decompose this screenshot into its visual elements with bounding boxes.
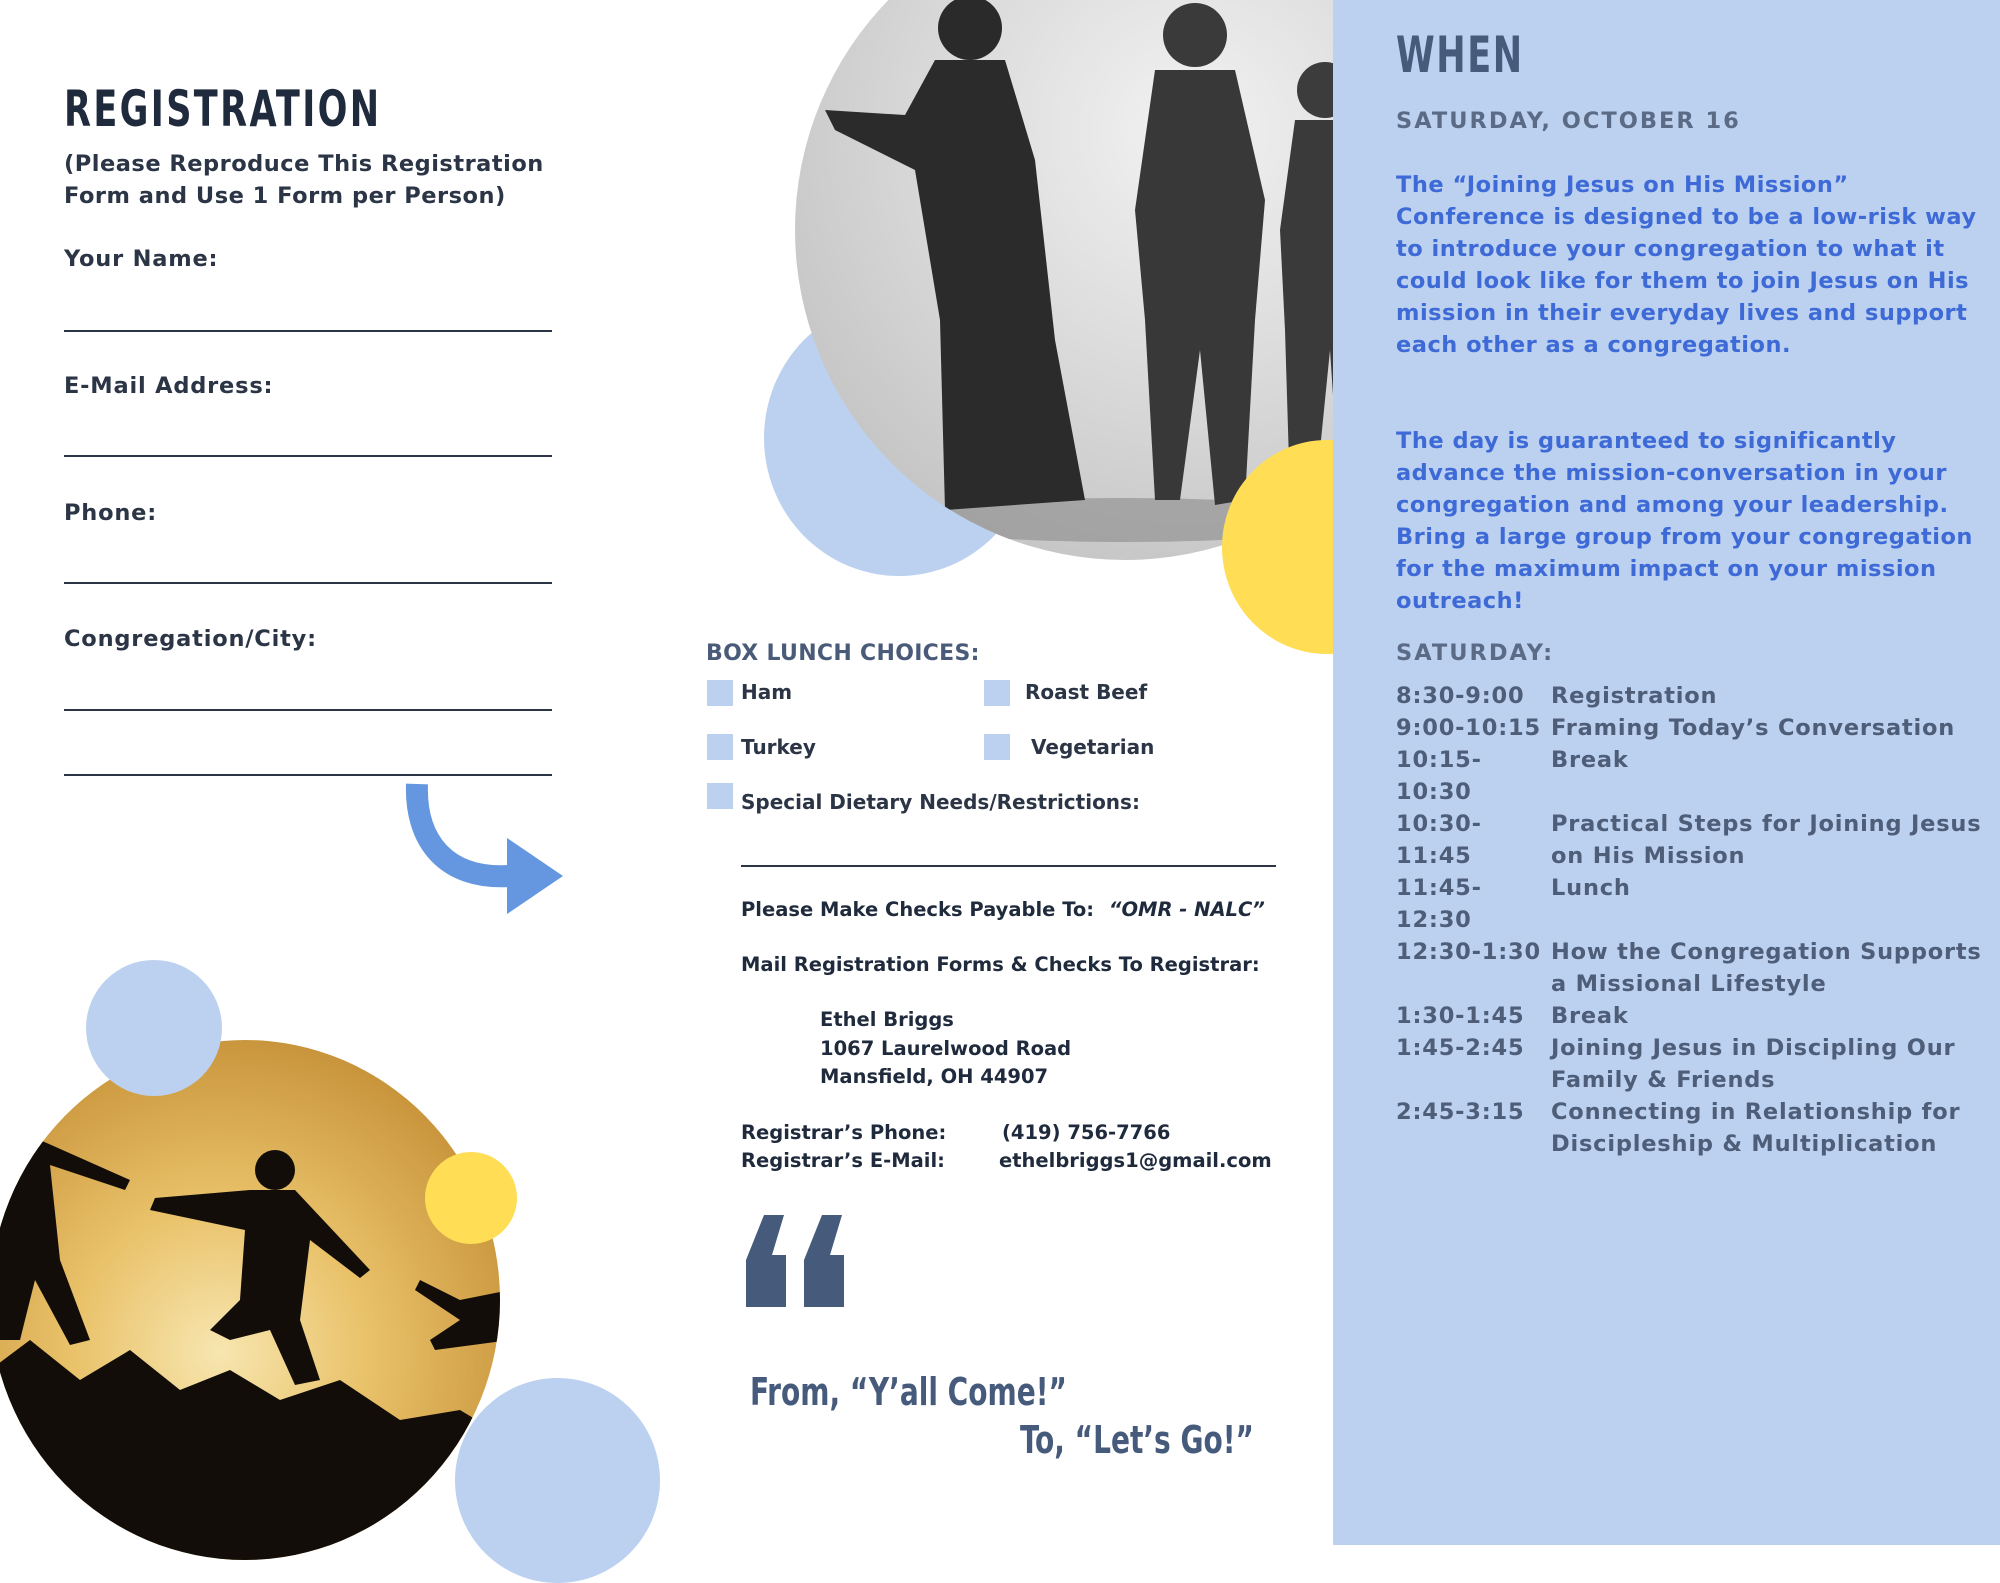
mail-label: Mail Registration Forms & Checks To Registrar: bbox=[741, 953, 1260, 976]
checks-label: Please Make Checks Payable To: bbox=[741, 898, 1095, 921]
schedule-row bbox=[1396, 1032, 1996, 1096]
schedule-time: 1:30-1:45 bbox=[1396, 1003, 1525, 1029]
field-label-congregation: Congregation/City: bbox=[64, 626, 317, 652]
schedule-time: 10:30-11:45 bbox=[1396, 811, 1482, 869]
when-title: WHEN bbox=[1396, 26, 1524, 84]
registration-subtitle: (Please Reproduce This Registration Form and Use 1 Form per Person) bbox=[64, 151, 544, 209]
checkbox-special-diet[interactable] bbox=[707, 783, 733, 809]
registrar-email-value[interactable]: ethelbriggs1@gmail.com bbox=[999, 1149, 1272, 1172]
checkbox-vegetarian[interactable] bbox=[984, 734, 1010, 760]
climbers-photo bbox=[0, 1040, 500, 1560]
quote-mark-icon bbox=[744, 1205, 854, 1310]
checkbox-turkey[interactable] bbox=[707, 734, 733, 760]
decor-circle-yellow-small bbox=[425, 1152, 517, 1244]
decor-circle-blue-small bbox=[86, 960, 222, 1096]
schedule-time: 8:30-9:00 bbox=[1396, 683, 1525, 709]
registrar-phone-label: Registrar’s Phone: bbox=[741, 1121, 947, 1144]
registrar-phone-value: (419) 756-7766 bbox=[1002, 1121, 1171, 1144]
quote-line-2: To, “Let’s Go!” bbox=[1020, 1418, 1254, 1462]
special-diet-label: Special Dietary Needs/Restrictions: bbox=[741, 790, 1140, 814]
registration-title: REGISTRATION bbox=[64, 80, 382, 138]
schedule-row bbox=[1396, 808, 1996, 872]
schedule-row bbox=[1396, 712, 1996, 744]
checks-payable-line bbox=[741, 898, 1265, 921]
email-line[interactable] bbox=[64, 455, 552, 457]
name-line[interactable] bbox=[64, 330, 552, 332]
lunch-title: BOX LUNCH CHOICES: bbox=[706, 641, 980, 666]
schedule-desc: Joining Jesus in Discipling Our Family & Friends bbox=[1551, 1035, 1956, 1093]
registrar-city: Mansfield, OH 44907 bbox=[820, 1065, 1049, 1088]
schedule-row bbox=[1396, 744, 1996, 808]
registrar-street: 1067 Laurelwood Road bbox=[820, 1037, 1072, 1060]
schedule-desc: Lunch bbox=[1551, 875, 1631, 901]
field-label-name: Your Name: bbox=[64, 246, 219, 272]
field-label-email: E-Mail Address: bbox=[64, 373, 274, 399]
event-date: SATURDAY, OCTOBER 16 bbox=[1396, 108, 1741, 134]
phone-line[interactable] bbox=[64, 582, 552, 584]
schedule-desc: Break bbox=[1551, 1003, 1629, 1029]
option-ham: Ham bbox=[741, 680, 793, 704]
schedule-desc: Connecting in Relationship for Discipleship & Multiplication bbox=[1551, 1099, 1961, 1157]
special-diet-line[interactable] bbox=[741, 865, 1276, 867]
checkbox-ham[interactable] bbox=[707, 680, 733, 706]
schedule-time: 10:15-10:30 bbox=[1396, 747, 1482, 805]
option-roast-beef: Roast Beef bbox=[1025, 680, 1148, 704]
option-vegetarian: Vegetarian bbox=[1031, 735, 1155, 759]
schedule-time: 11:45-12:30 bbox=[1396, 875, 1482, 933]
schedule-desc: How the Congregation Supports a Missional Lifestyle bbox=[1551, 939, 1982, 997]
schedule-row bbox=[1396, 680, 1996, 712]
congregation-line-1[interactable] bbox=[64, 709, 552, 711]
schedule-list bbox=[1396, 680, 1996, 1160]
schedule-row bbox=[1396, 872, 1996, 936]
schedule-row bbox=[1396, 1000, 1996, 1032]
registrar-email-label: Registrar’s E-Mail: bbox=[741, 1149, 945, 1172]
schedule-time: 12:30-1:30 bbox=[1396, 939, 1541, 965]
schedule-time: 1:45-2:45 bbox=[1396, 1035, 1525, 1061]
schedule-time: 9:00-10:15 bbox=[1396, 715, 1541, 741]
schedule-time: 2:45-3:15 bbox=[1396, 1099, 1525, 1125]
option-turkey: Turkey bbox=[741, 735, 816, 759]
schedule-label: SATURDAY: bbox=[1396, 640, 1555, 666]
registrar-name: Ethel Briggs bbox=[820, 1008, 954, 1031]
schedule-desc: Practical Steps for Joining Jesus on His Mission bbox=[1551, 811, 1982, 869]
description-paragraph-2: The day is guaranteed to significantly advance the mission-conversation in your congregation and among your leadership. Bring a large group from your congregation for the maximum impact on your mission outreach! bbox=[1396, 428, 1973, 614]
field-label-phone: Phone: bbox=[64, 500, 158, 526]
schedule-desc: Registration bbox=[1551, 683, 1718, 709]
schedule-desc: Break bbox=[1551, 747, 1629, 773]
schedule-row bbox=[1396, 936, 1996, 1000]
congregation-line-2[interactable] bbox=[64, 774, 552, 776]
description-paragraph-1: The “Joining Jesus on His Mission” Conference is designed to be a low-risk way to introduce your congregation to what it could look like for them to join Jesus on His mission in their everyday lives and support each other as a congregation. bbox=[1396, 172, 1977, 358]
checks-payee: “OMR - NALC” bbox=[1108, 898, 1265, 921]
checkbox-roast-beef[interactable] bbox=[984, 680, 1010, 706]
schedule-row bbox=[1396, 1096, 1996, 1160]
schedule-desc: Framing Today’s Conversation bbox=[1551, 715, 1956, 741]
curved-arrow-icon bbox=[395, 780, 570, 915]
quote-line-1: From, “Y’all Come!” bbox=[750, 1370, 1067, 1414]
decor-circle-blue-bottom bbox=[455, 1378, 660, 1583]
